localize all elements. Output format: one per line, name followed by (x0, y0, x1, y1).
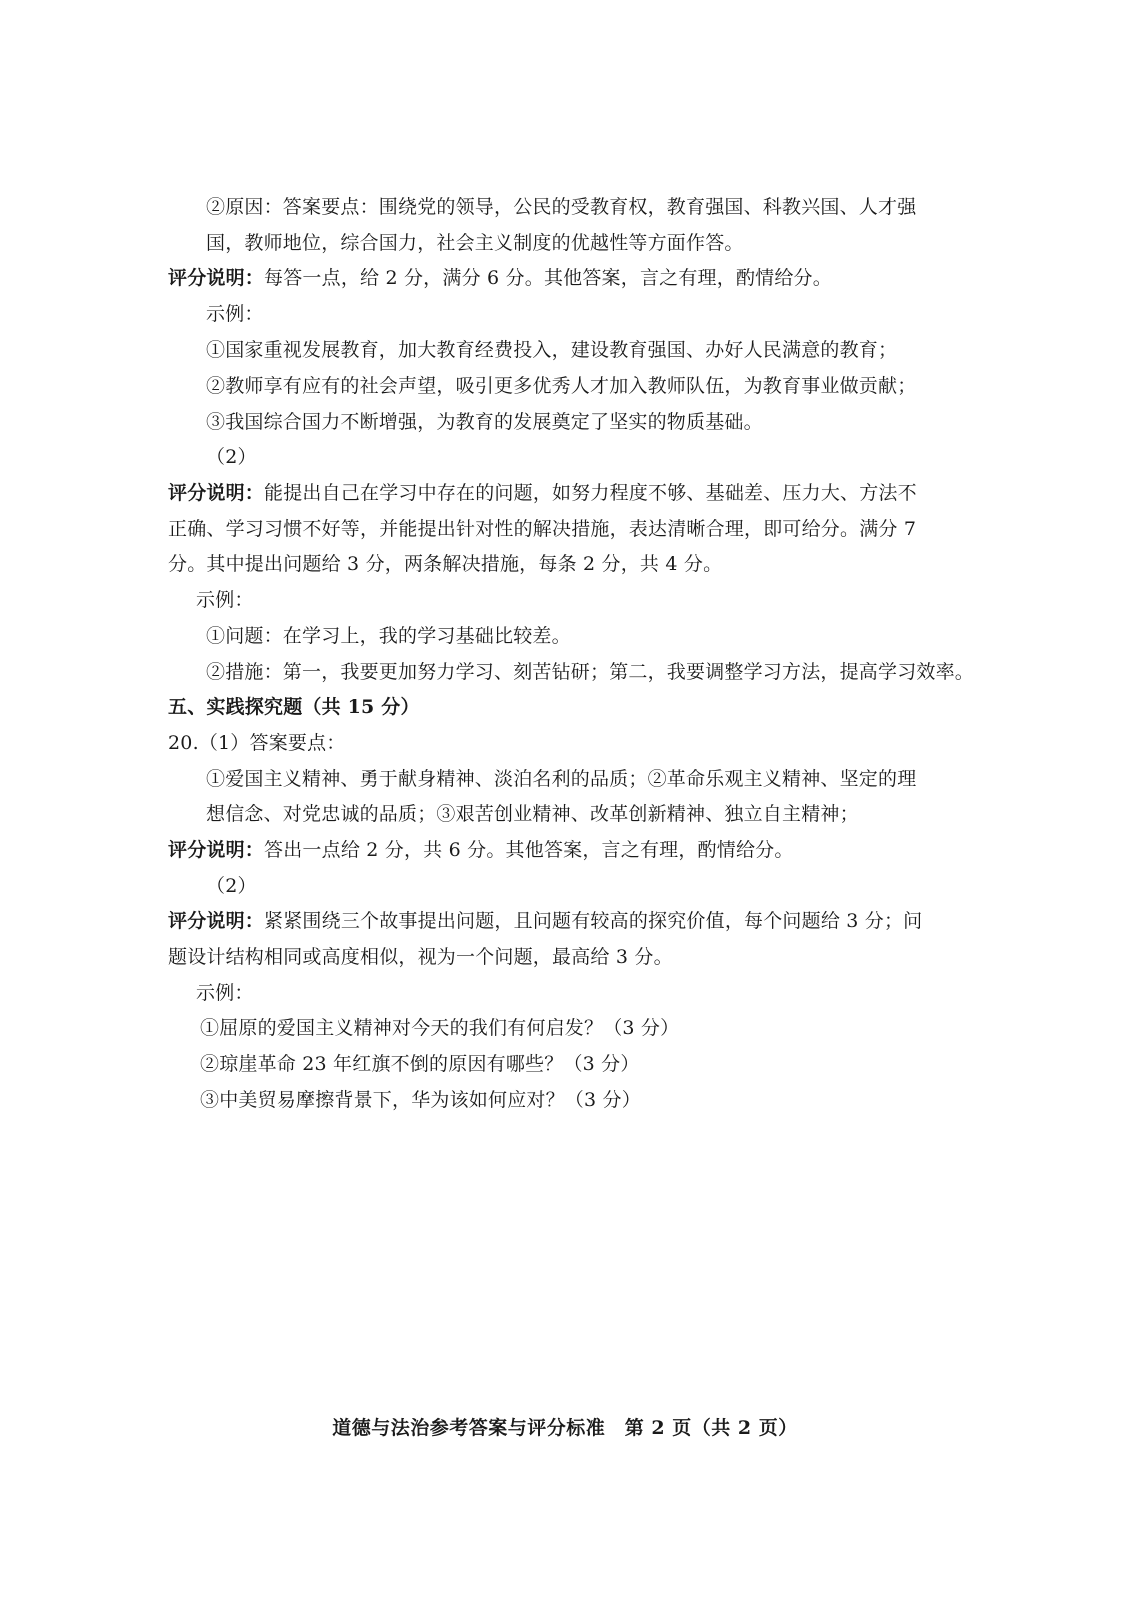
text-line: 想信念、对党忠诚的品质；③艰苦创业精神、改革创新精神、独立自主精神； (206, 803, 859, 825)
text-line: ③中美贸易摩擦背景下，华为该如何应对？（3 分） (200, 1089, 641, 1111)
text-line: ①屈原的爱国主义精神对今天的我们有何启发？（3 分） (200, 1017, 680, 1039)
text-line: 分。其中提出问题给 3 分，两条解决措施，每条 2 分，共 4 分。 (168, 553, 723, 575)
example-label: 示例： (196, 982, 254, 1004)
text-line: 国，教师地位，综合国力，社会主义制度的优越性等方面作答。 (206, 232, 744, 254)
text-line: ②措施：第一，我要更加努力学习、刻苦钻研；第二，我要调整学习方法，提高学习效率。 (206, 661, 975, 683)
scoring-note-label: 评分说明： (168, 267, 265, 289)
scoring-note-text: 紧紧围绕三个故事提出问题，且问题有较高的探究价值，每个问题给 3 分；问 (264, 910, 923, 932)
subquestion-label: （2） (206, 446, 257, 468)
text-line: ②原因：答案要点：围绕党的领导，公民的受教育权，教育强国、科教兴国、人才强 (206, 196, 917, 218)
question-number: 20.（1）答案要点： (168, 732, 346, 754)
scoring-note (168, 908, 922, 934)
scoring-note-text: 每答一点，给 2 分，满分 6 分。其他答案，言之有理，酌情给分。 (264, 267, 832, 289)
scoring-note-label: 评分说明： (168, 839, 265, 861)
text-line: ②教师享有应有的社会声望，吸引更多优秀人才加入教师队伍，为教育事业做贡献； (206, 375, 917, 397)
scoring-note-text: 答出一点给 2 分，共 6 分。其他答案，言之有理，酌情给分。 (264, 839, 794, 861)
example-label: 示例： (196, 589, 254, 611)
text-line: ①问题：在学习上，我的学习基础比较差。 (206, 625, 571, 647)
text-line: ③我国综合国力不断增强，为教育的发展奠定了坚实的物质基础。 (206, 411, 763, 433)
scoring-note (168, 480, 917, 506)
text-line: 正确、学习习惯不好等，并能提出针对性的解决措施，表达清晰合理，即可给分。满分 7 (168, 518, 917, 540)
scoring-note-text: 能提出自己在学习中存在的问题，如努力程度不够、基础差、压力大、方法不 (264, 482, 917, 504)
text-line: ②琼崖革命 23 年红旗不倒的原因有哪些？（3 分） (200, 1053, 640, 1075)
scoring-note (168, 265, 832, 291)
text-line: 题设计结构相同或高度相似，视为一个问题，最高给 3 分。 (168, 946, 673, 968)
section-heading: 五、实践探究题（共 15 分） (168, 696, 420, 718)
subquestion-label: （2） (206, 875, 257, 897)
text-line: ①国家重视发展教育，加大教育经费投入，建设教育强国、办好人民满意的教育； (206, 339, 898, 361)
scoring-note (168, 837, 794, 863)
scoring-note-label: 评分说明： (168, 482, 265, 504)
scoring-note-label: 评分说明： (168, 910, 265, 932)
page-footer: 道德与法治参考答案与评分标准 第 2 页（共 2 页） (332, 1417, 798, 1439)
example-label: 示例： (206, 303, 264, 325)
text-line: ①爱国主义精神、勇于献身精神、淡泊名利的品质；②革命乐观主义精神、坚定的理 (206, 768, 917, 790)
